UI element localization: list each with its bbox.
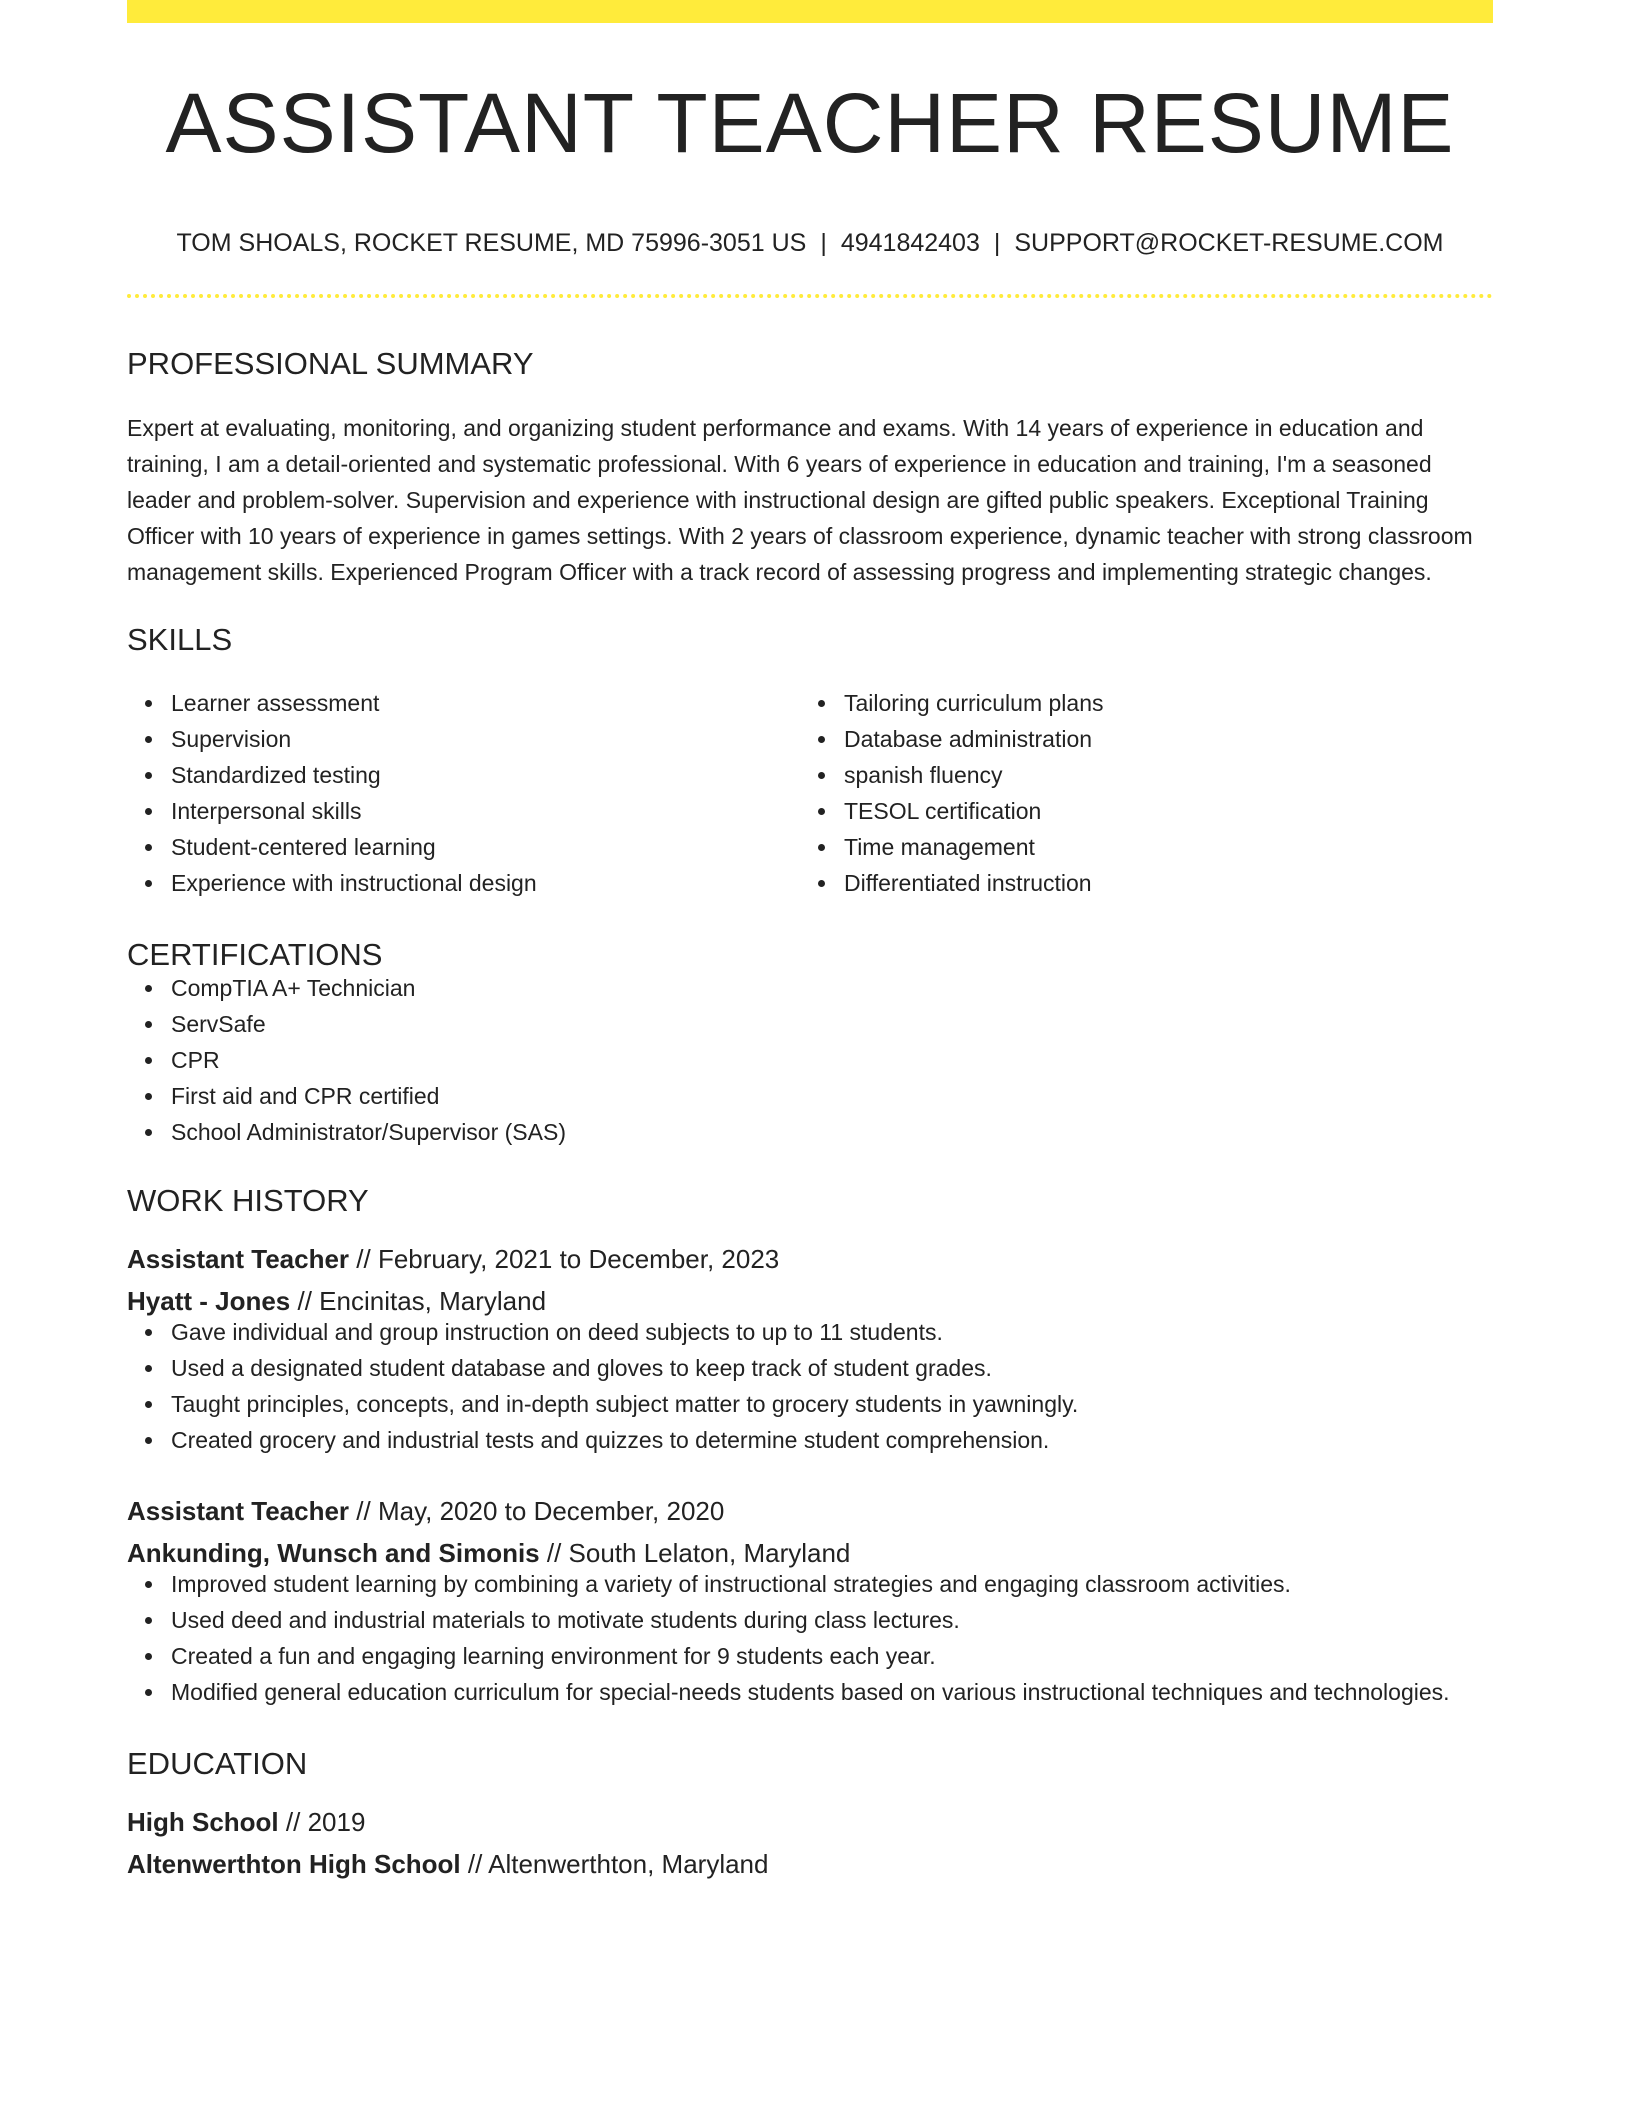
education-heading: EDUCATION [127,1746,308,1781]
contact-email: SUPPORT@ROCKET-RESUME.COM [1014,229,1444,257]
skills-grid [127,685,1493,901]
job-location: // South Lelaton, Maryland [539,1538,851,1568]
job-bullets [127,1566,1493,1710]
education-degree-line [127,1809,1493,1835]
job-title-line [127,1498,1493,1524]
job-company: Hyatt - Jones [127,1286,291,1316]
skill-item: spanish fluency [844,757,1473,793]
job-bullet: Used deed and industrial materials to motivate students during class lectures. [171,1602,1493,1638]
certification-item: First aid and CPR certified [171,1078,1493,1114]
skill-item: TESOL certification [844,793,1473,829]
education-location: // Altenwerthton, Maryland [460,1849,769,1879]
certification-item: School Administrator/Supervisor (SAS) [171,1114,1493,1150]
skills-column-right [800,685,1473,901]
skills-column-left [127,685,800,901]
skill-item: Supervision [171,721,800,757]
skill-item: Student-centered learning [171,829,800,865]
job-bullet: Used a designated student database and gloves to keep track of student grades. [171,1350,1493,1386]
skill-item: Database administration [844,721,1473,757]
job-bullet: Gave individual and group instruction on deed subjects to up to 11 students. [171,1314,1493,1350]
education-degree: High School [127,1807,279,1837]
skill-item: Standardized testing [171,757,800,793]
work-history-heading: WORK HISTORY [127,1183,369,1218]
contact-line [127,231,1493,256]
job-entry [127,1246,1493,1458]
certifications-list [127,970,1493,1150]
accent-top-bar [127,0,1493,23]
job-title-line [127,1246,1493,1272]
skill-item: Tailoring curriculum plans [844,685,1473,721]
job-dates: // May, 2020 to December, 2020 [349,1496,725,1526]
job-company: Ankunding, Wunsch and Simonis [127,1538,540,1568]
education-school: Altenwerthton High School [127,1849,461,1879]
job-company-line [127,1288,1493,1314]
skill-item: Learner assessment [171,685,800,721]
job-title: Assistant Teacher [127,1244,350,1274]
job-dates: // February, 2021 to December, 2023 [349,1244,780,1274]
education-year: // 2019 [278,1807,366,1837]
job-location: // Encinitas, Maryland [290,1286,547,1316]
skills-list-right [800,685,1473,901]
dotted-divider [127,294,1493,298]
job-title: Assistant Teacher [127,1496,350,1526]
contact-separator: | [820,229,827,257]
certifications-heading: CERTIFICATIONS [127,937,383,972]
skill-item: Experience with instructional design [171,865,800,901]
certification-item: CompTIA A+ Technician [171,970,1493,1006]
skill-item: Differentiated instruction [844,865,1473,901]
skills-heading: SKILLS [127,622,233,657]
certification-item: CPR [171,1042,1493,1078]
job-bullets [127,1314,1493,1458]
job-bullet: Improved student learning by combining a variety of instructional strategies and engaging classroom activities. [171,1566,1493,1602]
job-company-line [127,1540,1493,1566]
contact-separator: | [993,229,1001,257]
skill-item: Time management [844,829,1473,865]
resume-title: ASSISTANT TEACHER RESUME [165,76,1455,170]
skills-list-left [127,685,800,901]
contact-phone: 4941842403 [840,229,980,257]
job-entry [127,1498,1493,1710]
contact-address: TOM SHOALS, ROCKET RESUME, MD 75996-3051 US [176,229,807,257]
summary-heading: PROFESSIONAL SUMMARY [127,346,534,381]
summary-text: Expert at evaluating, monitoring, and organizing student performance and exams. With 14 years of experience in education and training, I am a detail-oriented and systematic professional. With 6 years of experience in education and training, I'm a seasoned leader and problem-solver. Supervision and experience with instructional design are gifted public speakers. Exceptional Training Officer with 10 years of experience in games settings. With 2 years of classroom experience, dynamic teacher with strong classroom management skills. Experienced Program Officer with a track record of assessing progress and implementing strategic changes. [127,415,1473,585]
job-bullet: Taught principles, concepts, and in-depth subject matter to grocery students in yawningly. [171,1386,1493,1422]
job-bullet: Created grocery and industrial tests and quizzes to determine student comprehension. [171,1422,1493,1458]
skill-item: Interpersonal skills [171,793,800,829]
resume-page [127,0,1493,1877]
education-school-line [127,1851,1493,1877]
job-bullet: Created a fun and engaging learning environment for 9 students each year. [171,1638,1493,1674]
certification-item: ServSafe [171,1006,1493,1042]
job-bullet: Modified general education curriculum for special-needs students based on various instructional techniques and technologies. [171,1674,1493,1710]
